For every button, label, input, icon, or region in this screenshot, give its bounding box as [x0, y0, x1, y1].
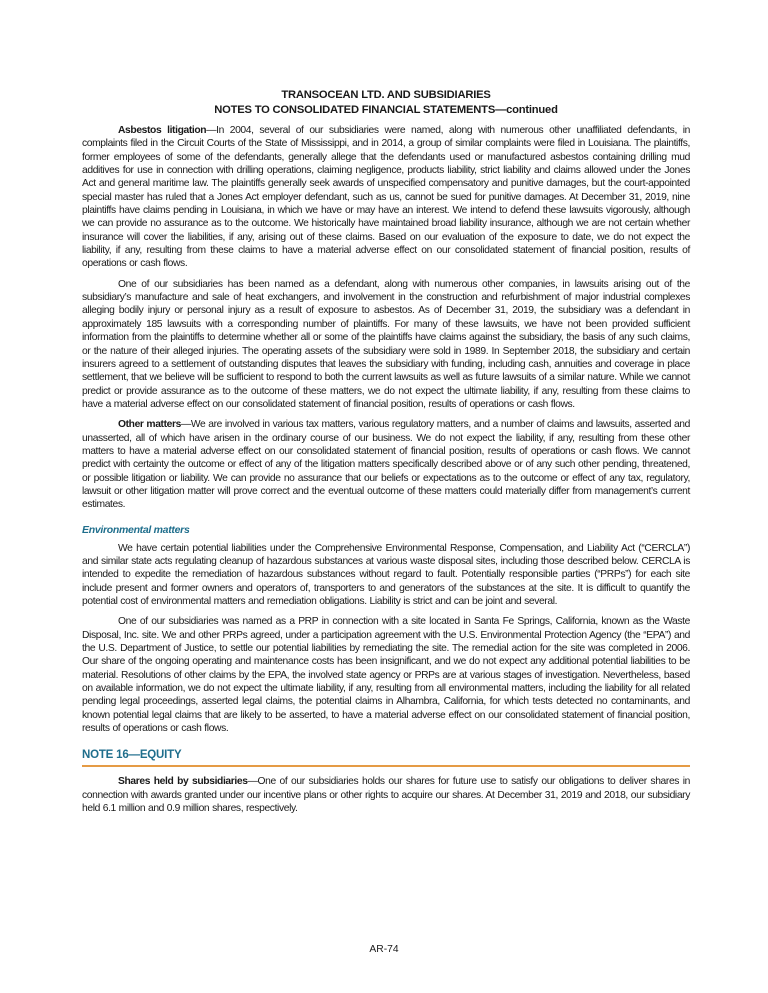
environmental-paragraph-2: One of our subsidiaries was named as a PRP in connection with a site located in Santa Fe Springs, California, known as the Waste Disposal, Inc. site. We and other PRPs agreed, under a participation agreement with the U.S. Environmental Protection Agency (the “EPA”) and the U.S. Department of Justice, to settle our potential liabilities by remediating the site. The remedial action for the site was completed in 2006. Our share of the ongoing operating and maintenance costs has been insignificant, and we do not expect any additional potential liabilities to be material. Resolutions of other claims by the EPA, the involved state agency or PRPs are at various stages of investigation. Nevertheless, based on available information, we do not expect the ultimate liability, if any, resulting from all environmental matters, including the liability for all related pending legal proceedings, asserted legal claims, the potential claims in Alhambra, California, for which tests detected no contaminants, and known potential legal claims that are likely to be asserted, to have a material adverse effect on our consolidated statement of financial position, results of operations or cash flows. [82, 616, 690, 735]
asbestos-lead: Asbestos litigation [118, 125, 207, 136]
asbestos-text: —In 2004, several of our subsidiaries were named, along with numerous other unaffiliated defendants, in complaints filed in the Circuit Courts of the State of Mississippi, and in 2014, a group of similar complaints were filed in Louisiana. The plaintiffs, former employees of some of the defendants, generally allege that the defendants used or manufactured asbestos containing drilling mud additives for use in connection with drilling operations, claiming negligence, products liability, strict liability and claims allowed under the Jones Act and general maritime law. The plaintiffs generally seek awards of unspecified compensatory and punitive damages, but the court-appointed special master has ruled that a Jones Act employer defendant, such as us, cannot be sued for punitive damages. At December 31, 2019, nine plaintiffs have claims pending in Louisiana, in which we have or may have an interest. We intend to defend these lawsuits vigorously, although we can provide no assurance as to the outcome. We historically have maintained broad liability insurance, although we are not certain whether insurance will cover the liabilities, if any, arising out of these claims. Based on our evaluation of the exposure to date, we do not expect the liability, if any, resulting from these claims to have a material adverse effect on our consolidated statement of financial position, results of operations or cash flows. [82, 125, 690, 270]
page-number: AR-74 [369, 944, 399, 955]
other-matters-lead: Other matters [118, 419, 181, 431]
shares-text: —One of our subsidiaries holds our shares for future use to satisfy our obligations to deliver shares in connection with awards granted under our incentive plans or other rights to acquire our shares. At December 31, 2019 and 2018, our subsidiary held 6.1 million and 0.9 million shares, respectively. [82, 776, 691, 815]
note-16-heading: NOTE 16—EQUITY [82, 748, 690, 767]
asbestos-paragraph [82, 124, 690, 271]
environmental-heading: Environmental matters [82, 523, 190, 536]
environmental-paragraph-1: We have certain potential liabilities under the Comprehensive Environmental Response, Compensation, and Liability Act (“CERCLA”) and similar state acts regulating cleanup of hazardous substances at various waste disposal sites, including those described below. CERCLA is intended to expedite the remediation of hazardous substances without regard to fault. Potentially responsible parties (“PRPs”) for each site include present and former owners and operators of, transporters to and generators of the substances at the site. It is difficult to quantify the potential cost of environmental matters and remediation obligations. Liability is strict and can be joint and several. [82, 542, 690, 607]
asbestos-paragraph-2: One of our subsidiaries has been named as a defendant, along with numerous other companies, in lawsuits arising out of the subsidiary’s manufacture and sale of heat exchangers, and involvement in the construction and refurbishment of major industrial complexes alleging bodily injury or personal injury as a result of exposure to asbestos. As of December 31, 2019, the subsidiary was a defendant in approximately 185 lawsuits with a corresponding number of plaintiffs. For many of these lawsuits, we have not been provided sufficient information from the plaintiffs to determine whether all or some of the plaintiffs have claims against the subsidiary, the basis of any such claims, or the nature of their alleged injuries. The operating assets of the subsidiary were sold in 1989. In September 2018, the subsidiary and certain insurers agreed to a settlement of outstanding disputes that leaves the subsidiary with funding, including cash, annuities and coverage in place settlement, that we believe will be sufficient to respond to both the current lawsuits as well as future lawsuits of a similar nature. While we cannot predict or provide assurance as to the outcome of these matters, we do not expect the ultimate liability, if any, resulting from these claims to have a material adverse effect on our consolidated statement of financial position, results of operations or cash flows. [82, 278, 690, 410]
document-subtitle: NOTES TO CONSOLIDATED FINANCIAL STATEMENTS—continued [214, 104, 558, 116]
shares-paragraph [82, 775, 690, 815]
company-title: TRANSOCEAN LTD. AND SUBSIDIARIES [281, 89, 491, 101]
other-matters-text: —We are involved in various tax matters, various regulatory matters, and a number of claims and lawsuits, asserted and unasserted, all of which have arisen in the ordinary course of our business. We do not expect the liability, if any, resulting from these other matters to have a material adverse effect on our consolidated statement of financial position, results of operations or cash flows. We cannot predict with certainty the outcome or effect of any of the litigation matters specifically described above or of any such other pending, threatened, or possible litigation or liability. We can provide no assurance that our beliefs or expectations as to the outcome or effect of any tax, regulatory, lawsuit or other litigation matter will prove correct and the eventual outcome of these matters could materially differ from management’s current estimates. [82, 419, 690, 511]
other-matters-paragraph [82, 418, 690, 511]
document-page [82, 88, 690, 822]
shares-lead: Shares held by subsidiaries [118, 776, 248, 788]
